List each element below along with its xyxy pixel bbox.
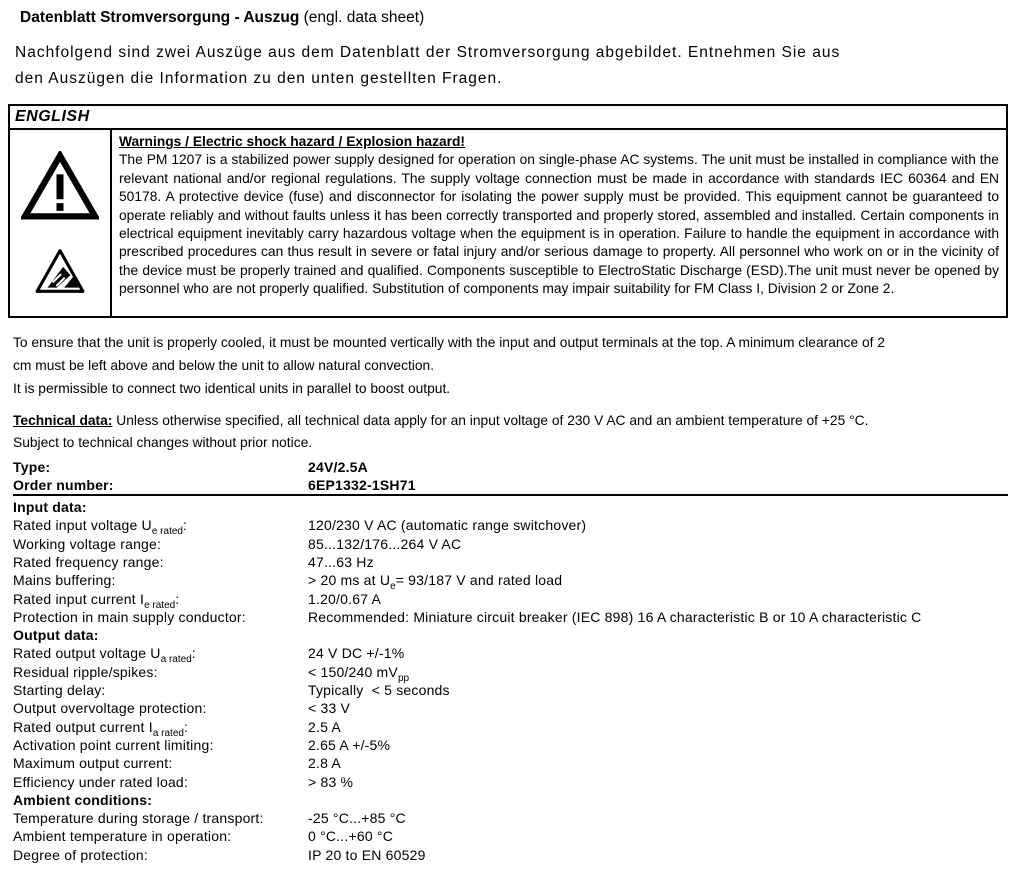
row-value: 24V/2.5A [308, 458, 368, 475]
row-label: Maximum output current: [13, 755, 173, 772]
cooling-note-line: To ensure that the unit is properly cooled, it must be mounted vertically with the input and output terminals at the top. A minimum clearance of 2 [13, 335, 885, 350]
row-label: Working voltage range: [13, 535, 162, 552]
page-title-note: (engl. data sheet) [299, 9, 425, 26]
row-label: Input data: [13, 499, 87, 516]
row-value [152, 791, 1008, 809]
row-value: -25 °C...+85 °C [308, 810, 406, 827]
row-value: 2.5 A [308, 718, 341, 735]
technical-data-note-line1 [13, 410, 1009, 433]
row-value: 6EP1332-1SH71 [308, 476, 416, 493]
table-row [13, 535, 1008, 553]
table-row [13, 718, 1008, 739]
row-label: Temperature during storage / transport: [13, 810, 264, 827]
row-label: Order number: [13, 476, 114, 493]
parallel-note: It is permissible to connect two identical units in parallel to boost output. [13, 381, 451, 396]
table-row [13, 571, 1008, 593]
row-label: Rated input current $I_{e rated}$: [13, 590, 180, 611]
warning-icon-column [10, 130, 112, 316]
warning-box-body [10, 130, 1006, 316]
row-label: Ambient temperature in operation: [13, 828, 232, 845]
table-row [13, 458, 1008, 476]
technical-data-text: Unless otherwise specified, all technical data apply for an input voltage of 230 V AC and an ambient temperature of +25 °C. [112, 412, 869, 428]
row-label: Output data: [13, 627, 99, 644]
row-label: Rated frequency range: [13, 553, 164, 570]
row-value: 85...132/176...264 V AC [308, 535, 462, 552]
row-label: Rated input voltage $U_{e rated}$: [13, 517, 188, 538]
table-row [13, 590, 1008, 611]
row-label: Rated output voltage $U_{a rated}$: [13, 645, 196, 666]
row-label: Mains buffering: [13, 572, 116, 589]
table-row [13, 791, 1008, 809]
table-row [13, 736, 1008, 754]
table-row [13, 663, 1008, 684]
table-row [13, 608, 1008, 626]
table-row [13, 681, 1008, 699]
page-title [20, 9, 1019, 27]
technical-data-table [13, 458, 1008, 865]
row-value: 1.20/0.67 A [308, 590, 382, 607]
row-value: > 83 % [308, 773, 354, 790]
row-label: Efficiency under rated load: [13, 773, 189, 790]
row-label: Protection in main supply conductor: [13, 608, 246, 625]
table-row [13, 809, 1008, 827]
warning-text-column [112, 130, 1006, 316]
table-row [13, 498, 1008, 516]
table-row [13, 846, 1008, 864]
row-label: Activation point current limiting: [13, 736, 214, 753]
english-warning-box [8, 104, 1008, 318]
row-value: 47...63 Hz [308, 553, 374, 570]
row-value [87, 498, 1008, 516]
table-row [13, 754, 1008, 772]
intro-line: den Auszügen die Information zu den unten gestellten Fragen. [15, 70, 503, 87]
row-label: Starting delay: [13, 682, 106, 699]
warning-triangle-icon [21, 151, 99, 221]
intro-paragraph [15, 40, 1019, 92]
row-label: Degree of protection: [13, 846, 148, 863]
cooling-note [13, 332, 1009, 377]
table-row [13, 773, 1008, 791]
technical-data-note [13, 410, 1009, 455]
row-value: 0 °C...+60 °C [308, 828, 394, 845]
page-title-main: Datenblatt Stromversorgung - Auszug [20, 9, 300, 26]
technical-data-label: Technical data: [13, 412, 113, 428]
row-value: 24 V DC +/-1% [308, 645, 405, 662]
row-value: < 150/240 $mV_{pp}$ [308, 663, 410, 684]
warning-body-text: The PM 1207 is a stabilized power supply designed for operation on single-phase AC systems. The unit must be installed in compliance with the relevant national and/or regional regulations. The supply voltage connection must be made in accordance with standards IEC 60364 and EN 50178. A protective device (fuse) and disconnector for isolating the power supply must be provided. This equipment cannot be guaranteed to operate reliably and without faults unless it has been correctly transported and properly stored, assembled and installed. Certain components in electrical equipment inevitably carry hazardous voltage when the equipment is in operation. Failure to handle the equipment in accordance with prescribed procedures can thus result in severe or fatal injury and/or serious damage to property. All personnel who work on or in the vicinity of the device must be properly trained and qualified. Components susceptible to ElectroStatic Discharge (ESD).The unit must never be opened by personnel who are not properly qualified. Substitution of components may impair suitability for FM Class I, Division 2 or Zone 2. [119, 152, 999, 297]
row-value: > 20 ms at $U_e= 93/187$ V and rated load [308, 572, 563, 593]
language-header: ENGLISH [10, 106, 1006, 130]
row-value: 2.65 A +/-5% [308, 736, 391, 753]
row-label: Type: [13, 458, 51, 475]
document-page [0, 9, 1019, 873]
cooling-note-line: cm must be left above and below the unit to allow natural convection. [13, 357, 435, 373]
table-row [13, 827, 1008, 845]
row-label: Ambient conditions: [13, 791, 153, 808]
technical-data-note-line2: Subject to technical changes without prior notice. [13, 435, 313, 450]
row-label: Residual ripple/spikes: [13, 663, 158, 680]
table-row [13, 644, 1008, 666]
row-value: Typically < 5 seconds [308, 682, 450, 699]
warning-heading: Warnings / Electric shock hazard / Explosion hazard! [119, 134, 466, 149]
table-row [13, 516, 1008, 538]
row-value: Recommended: Miniature circuit breaker (IEC 898) 16 A characteristic B or 10 A characteristic C [308, 608, 922, 625]
row-label: Output overvoltage protection: [13, 700, 207, 717]
table-row [13, 626, 1008, 644]
row-value: 120/230 V AC (automatic range switchover) [308, 517, 587, 534]
row-value: IP 20 to EN 60529 [308, 846, 426, 863]
intro-line: Nachfolgend sind zwei Auszüge aus dem Datenblatt der Stromversorgung abgebildet. Entnehmen Sie aus [15, 44, 841, 61]
row-value: < 33 V [308, 700, 351, 717]
row-label: Rated output current $I_{a rated}$: [13, 718, 189, 739]
table-row [13, 553, 1008, 571]
row-value: 2.8 A [308, 755, 341, 772]
row-value [99, 626, 1008, 644]
esd-icon [34, 248, 86, 295]
table-row [13, 476, 1008, 496]
table-row [13, 699, 1008, 717]
